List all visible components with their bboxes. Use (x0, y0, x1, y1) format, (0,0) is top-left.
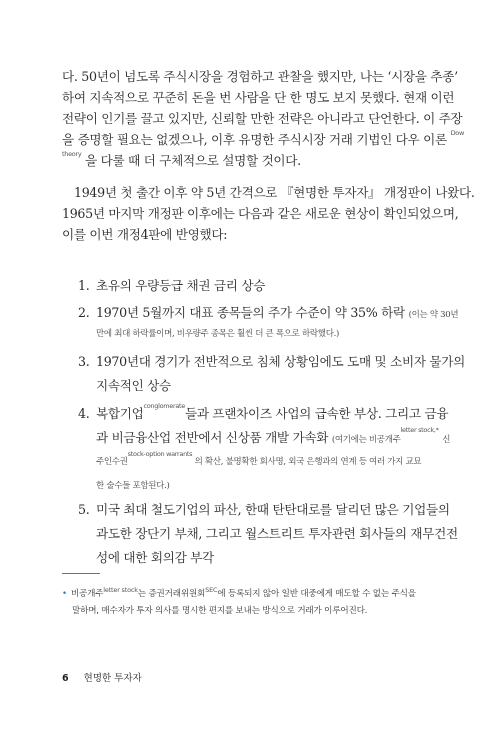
text-line (62, 150, 440, 171)
footnote-divider (62, 573, 100, 574)
list-item (78, 350, 465, 402)
text-line: 과도한 장단기 부채, 그리고 월스트리트 투자관련 회사들의 재무건전 (96, 526, 458, 541)
footnote-text: 에 등록되지 않아 일반 대중에게 매도할 수 없는 주식을 (217, 589, 416, 599)
list-number: 1. (78, 278, 90, 293)
text-line: 다. 50년이 넘도록 주식시장을 경험하고 관찰을 했지만, 나는 ‘시장을 추종’ (62, 69, 458, 84)
footnote-line (62, 586, 442, 603)
footnote-line: 말하며, 매수자가 투자 의사를 명시한 편지를 보내는 방식으로 거래가 이루어진다. (72, 606, 368, 616)
list-item (78, 275, 448, 302)
list-item (78, 498, 458, 574)
aside-text: 주인수권 (96, 457, 128, 467)
list-item (78, 302, 459, 350)
superscript: SEC (205, 586, 218, 594)
text-line (96, 426, 451, 450)
text-line: 하여 지속적으로 꾸준히 돈을 번 사람을 단 한 명도 보지 못했다. 현재 이런 (62, 90, 455, 105)
footnote-text: 는 증권거래위원회 (137, 589, 206, 599)
text-line: 이를 이번 개정4판에 반영했다: (62, 227, 228, 242)
list-text: 1970년 5월까지 대표 종목들의 주가 수준이 약 35% 하락 (96, 305, 405, 320)
list-text: 복합기업 (96, 406, 144, 421)
aside-text: (이는 약 30년 (408, 310, 459, 320)
superscript: Dow (450, 129, 464, 137)
list-text: 초유의 우량등급 채권 금리 상승 (96, 278, 266, 293)
page-number: 6 (62, 673, 69, 684)
footnote-text: 비공개주 (70, 589, 104, 599)
superscript: letter stock,* (400, 426, 439, 434)
text-line: 미국 최대 철도기업의 파산, 한때 탄탄대로를 달리던 많은 기업들의 (96, 502, 450, 517)
list-item (78, 402, 451, 498)
aside-text: 만에 최대 하락률이며, 비우량주 종목은 훨씬 더 큰 폭으로 하락했다.) (96, 329, 340, 339)
text-line: 1970년대 경기가 전반적으로 침체 상황임에도 도매 및 소비자 물가의 (96, 354, 465, 369)
text-line: 전략이 인기를 끌고 있지만, 신뢰할 만한 전략은 아니라고 단언한다. 이 주장 (62, 111, 463, 126)
change-list (78, 275, 465, 574)
text-line (62, 129, 464, 150)
text-segment: 을 증명할 필요는 없겠으나, 이후 유명한 주식시장 거래 기법인 다우 이론 (62, 132, 447, 147)
text-line (96, 302, 459, 324)
aside-text: (여기에는 비공개주 (331, 435, 401, 445)
text-line (96, 402, 448, 426)
text-line (96, 450, 448, 474)
text-line: 성에 대한 회의감 부각 (96, 550, 214, 565)
list-number: 4. (78, 406, 90, 421)
superscript: theory (62, 150, 82, 158)
text-line: 지속적인 상승 (96, 378, 171, 393)
paragraph-2 (62, 182, 475, 245)
page-footer (62, 670, 142, 684)
list-number: 3. (78, 354, 90, 369)
aside-text: 신 (442, 435, 451, 445)
list-text: 과 비금융산업 전반에서 신상품 개발 가속화 (96, 430, 329, 445)
list-number: 2. (78, 305, 90, 320)
text-segment: 을 다룰 때 더 구체적으로 설명할 것이다. (85, 153, 301, 168)
superscript: letter stock (103, 586, 138, 594)
aside-text: 한 술수들 포함된다.) (96, 481, 170, 491)
list-text: 들과 프랜차이즈 사업의 급속한 부상. 그리고 금융 (184, 406, 449, 421)
footnote-bullet: • (62, 589, 67, 599)
paragraph-1 (62, 66, 464, 171)
aside-text: 의 확산, 불명확한 회사명, 외국 은행과의 연계 등 여러 가지 교묘 (194, 457, 422, 467)
running-title: 현명한 투자자 (83, 673, 142, 684)
text-line: 1965년 마지막 개정판 이후에는 다음과 같은 새로운 현상이 확인되었으며, (62, 206, 459, 221)
superscript: conglomerate (143, 402, 185, 410)
footnote (62, 586, 442, 620)
superscript: stock-option warrants (127, 450, 193, 458)
list-number: 5. (78, 502, 90, 517)
text-line: 1949년 첫 출간 이후 약 5년 간격으로 『현명한 투자자』 개정판이 나왔다. (74, 185, 475, 200)
